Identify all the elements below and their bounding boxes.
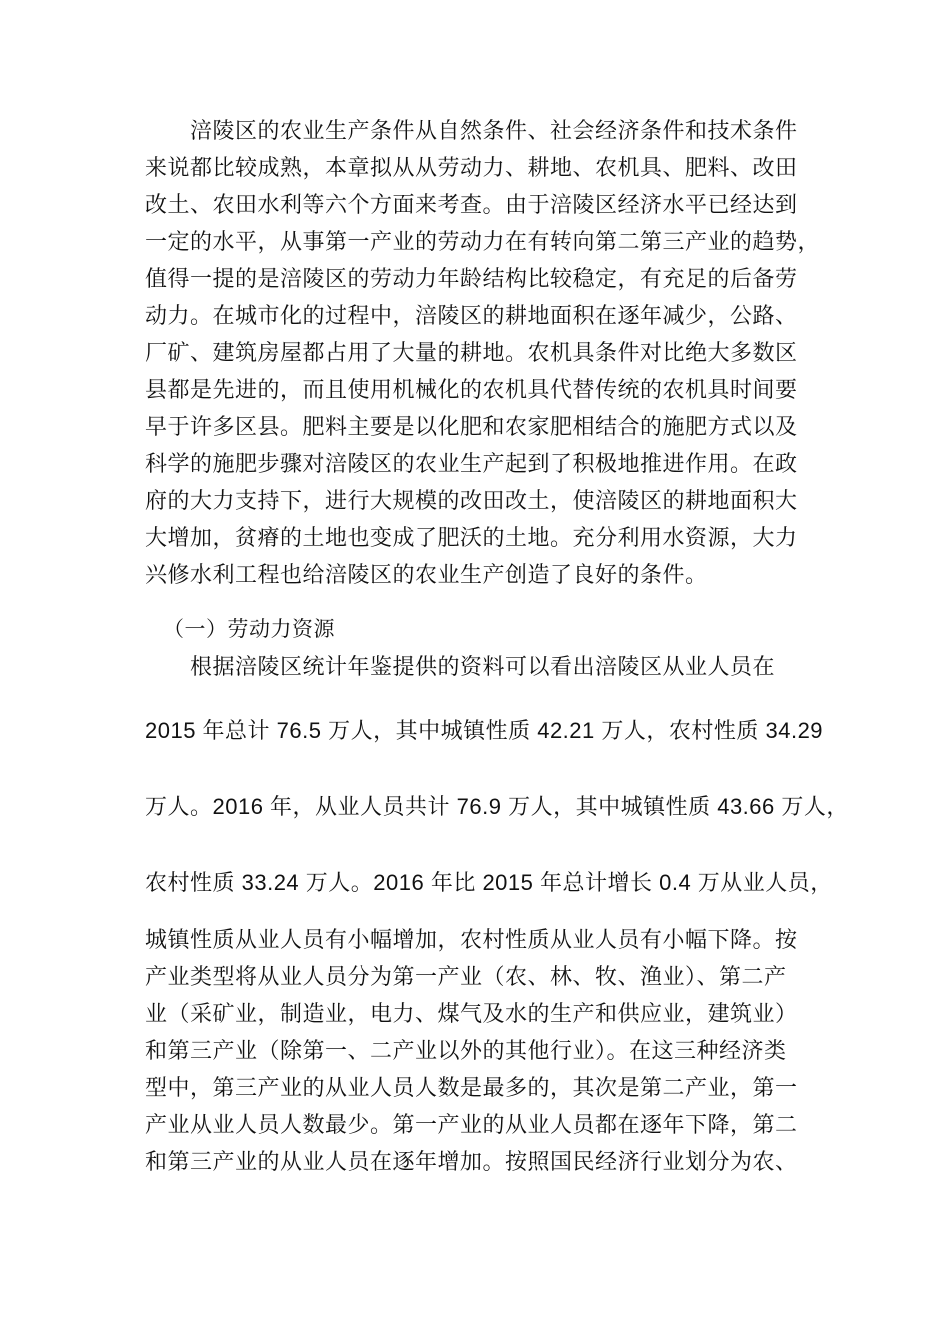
labor-line: 产业类型将从业人员分为第一产业（农、林、牧、渔业）、第二产 <box>145 965 787 990</box>
labor-line: 和第三产业（除第一、二产业以外的其他行业）。在这三种经济类 <box>145 1039 787 1064</box>
labor-line: 型中，第三产业的从业人员人数是最多的，其次是第二产业，第一 <box>145 1076 798 1101</box>
labor-line: 万人。2016 年，从业人员共计 76.9 万人，其中城镇性质 43.66 万人， <box>145 794 849 819</box>
labor-line: 和第三产业的从业人员在逐年增加。按照国民经济行业划分为农、 <box>145 1150 798 1175</box>
section-heading: （一）劳动力资源 <box>163 617 335 641</box>
intro-line: 改土、农田水利等六个方面来考查。由于涪陵区经济水平已经达到 <box>145 193 798 218</box>
intro-line: 科学的施肥步骤对涪陵区的农业生产起到了积极地推进作用。在政 <box>145 452 798 477</box>
intro-line: 涪陵区的农业生产条件从自然条件、社会经济条件和技术条件 <box>190 119 798 144</box>
labor-line: 业（采矿业，制造业，电力、煤气及水的生产和供应业，建筑业） <box>145 1002 798 1027</box>
labor-line: 根据涪陵区统计年鉴提供的资料可以看出涪陵区从业人员在 <box>190 655 776 680</box>
intro-line: 一定的水平，从事第一产业的劳动力在有转向第二第三产业的趋势， <box>145 230 821 255</box>
intro-line: 兴修水利工程也给涪陵区的农业生产创造了良好的条件。 <box>145 563 708 588</box>
labor-line: 产业从业人员人数最少。第一产业的从业人员都在逐年下降，第二 <box>145 1113 798 1138</box>
intro-line: 值得一提的是涪陵区的劳动力年龄结构比较稳定，有充足的后备劳 <box>145 267 798 292</box>
intro-line: 来说都比较成熟，本章拟从从劳动力、耕地、农机具、肥料、改田 <box>145 156 798 181</box>
labor-line: 农村性质 33.24 万人。2016 年比 2015 年总计增长 0.4 万从业人员， <box>145 870 833 895</box>
intro-line: 县都是先进的，而且使用机械化的农机具代替传统的农机具时间要 <box>145 378 798 403</box>
intro-line: 早于许多区县。肥料主要是以化肥和农家肥相结合的施肥方式以及 <box>145 415 798 440</box>
intro-line: 大增加，贫瘠的土地也变成了肥沃的土地。充分利用水资源，大力 <box>145 526 798 551</box>
intro-line: 动力。在城市化的过程中，涪陵区的耕地面积在逐年减少，公路、 <box>145 304 798 329</box>
intro-line: 府的大力支持下，进行大规模的改田改土，使涪陵区的耕地面积大 <box>145 489 798 514</box>
intro-line: 厂矿、建筑房屋都占用了大量的耕地。农机具条件对比绝大多数区 <box>145 341 798 366</box>
labor-line: 城镇性质从业人员有小幅增加，农村性质从业人员有小幅下降。按 <box>145 928 798 953</box>
labor-line: 2015 年总计 76.5 万人，其中城镇性质 42.21 万人，农村性质 34.29 <box>145 718 824 743</box>
